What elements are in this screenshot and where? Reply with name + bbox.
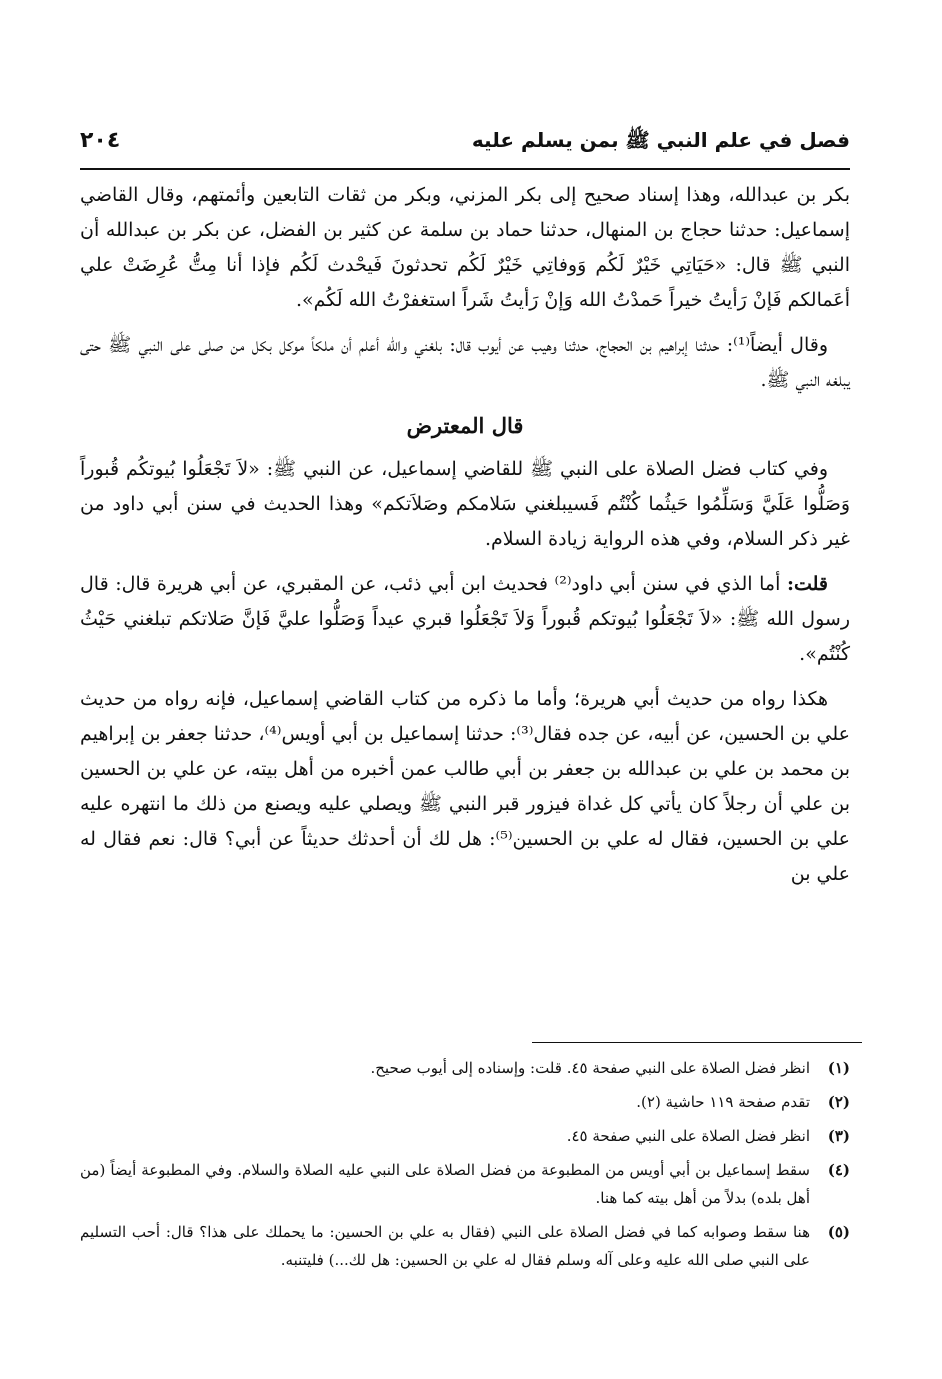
footnote-text: تقدم صفحة ١١٩ حاشية (٢).: [636, 1093, 810, 1111]
paragraph-2: وقال أيضاً⁽¹⁾: حدثنا إبراهيم بن الحجاج، حدثنا وهيب عن أيوب قال: بلغني والله أعلم أن ملكاً موكل بكل من صلى على النبي ﷺ حتى يبلغه النبي ﷺ.: [80, 334, 850, 391]
page-header: [80, 128, 850, 170]
footnote-item: [80, 1088, 850, 1116]
footnote-number: (٥): [827, 1223, 850, 1241]
footnote-item: [80, 1156, 850, 1212]
paragraph-4-text: أما الذي في سنن أبي داود⁽²⁾ فحديث ابن أبي ذئب، عن المقبري، عن أبي هريرة قال: قال رسول الله ﷺ: «لاَ تَجْعَلُوا بُيوتكم قُبوراً وَلاَ تَجْعَلُوا قبري عيداً وَصَلُّوا عليَّ فَإنَّ صَلاتكم تبلغني حَيْثُ كُنْتُم».: [80, 573, 850, 665]
page-number: ٢٠٤: [80, 128, 121, 153]
footnotes: [80, 1054, 850, 1280]
section-heading: قال المعترض: [406, 413, 524, 438]
paragraph-3: وفي كتاب فضل الصلاة على النبي ﷺ للقاضي إسماعيل، عن النبي ﷺ: «لاَ تَجْعَلُوا بُيوتكُم قُبوراً وَصَلُّوا عَلَيَّ وَسَلِّمُوا حَيثُما كُنْتُم فَسيبلغني سَلامكم وصَلاَتكم» وهذا الحديث في سنن أبي داود من غير ذكر السلام، وفي هذه الرواية زيادة السلام.: [80, 458, 850, 550]
footnote-text: انظر فضل الصلاة على النبي صفحة ٤٥. قلت: وإسناده إلى أيوب صحيح.: [370, 1059, 810, 1077]
footnote-number: (١): [827, 1059, 850, 1077]
paragraph-1: بكر بن عبدالله، وهذا إسناد صحيح إلى بكر المزني، وبكر من ثقات التابعين وأئمتهم، وقال القاضي إسماعيل: حدثنا حجاج بن المنهال، حدثنا حماد بن سلمة عن كثير بن الفضل، عن بكر بن عبدالله أن النبي ﷺ قال: «حَيَاتِي خَيْرٌ لَكُم وَوفاتِي خَيْرٌ لَكُم تحدثونَ فَيحْدث لَكُم فإذا أنا مِتُّ عُرِضَتْ علي أعَمالكم فَإنْ رَأيتُ خيراً حَمدْتُ الله وَإنْ رَأيتُ شَراً استغفرْتُ الله لَكُم».: [80, 184, 850, 311]
footnote-number: (٢): [827, 1093, 850, 1111]
paragraph-5: هكذا رواه من حديث أبي هريرة؛ وأما ما ذكره من كتاب القاضي إسماعيل، فإنه رواه من حديث علي بن الحسين، عن أبيه، عن جده فقال⁽³⁾: حدثنا إسماعيل بن أبي أويس⁽⁴⁾، حدثنا جعفر بن إبراهيم بن محمد بن علي بن عبدالله بن جعفر بن أبي طالب عمن أخبره من أهل بيته، عن علي بن الحسين بن علي أن رجلاً كان يأتي كل غداة فيزور قبر النبي ﷺ ويصلي عليه ويصنع من ذلك ما انتهره عليه علي بن الحسين، فقال له علي بن الحسين⁽⁵⁾: هل لك أن أحدثك حديثاً عن أبي؟ قال: نعم فقال له علي بن: [80, 688, 850, 885]
footnote-text: انظر فضل الصلاة على النبي صفحة ٤٥.: [566, 1127, 810, 1145]
footnote-text: سقط إسماعيل بن أبي أويس من المطبوعة من فضل الصلاة على النبي عليه الصلاة والسلام. وفي المطبوعة أيضاً (من أهل بلده) بدلاً من أهل بيته كما هنا.: [80, 1161, 810, 1207]
running-title: فصل في علم النبي ﷺ بمن يسلم عليه: [471, 128, 850, 152]
footnote-item: [80, 1054, 850, 1082]
paragraph-4: [80, 567, 850, 672]
footnote-divider: [532, 1042, 862, 1043]
footnote-item: [80, 1218, 850, 1274]
footnote-number: (٣): [827, 1127, 850, 1145]
footnote-number: (٤): [827, 1161, 850, 1179]
main-text: [80, 178, 850, 902]
paragraph-4-lead: قلت:: [786, 573, 828, 595]
footnote-item: [80, 1122, 850, 1150]
footnote-text: هنا سقط وصوابه كما في فضل الصلاة على النبي (فقال به علي بن الحسين: ما يحملك على هذا؟ قال: أحب التسليم على النبي صلى الله عليه وعلى آله وسلم فقال له علي بن الحسين: هل لك...) فليتنبه.: [80, 1223, 810, 1269]
